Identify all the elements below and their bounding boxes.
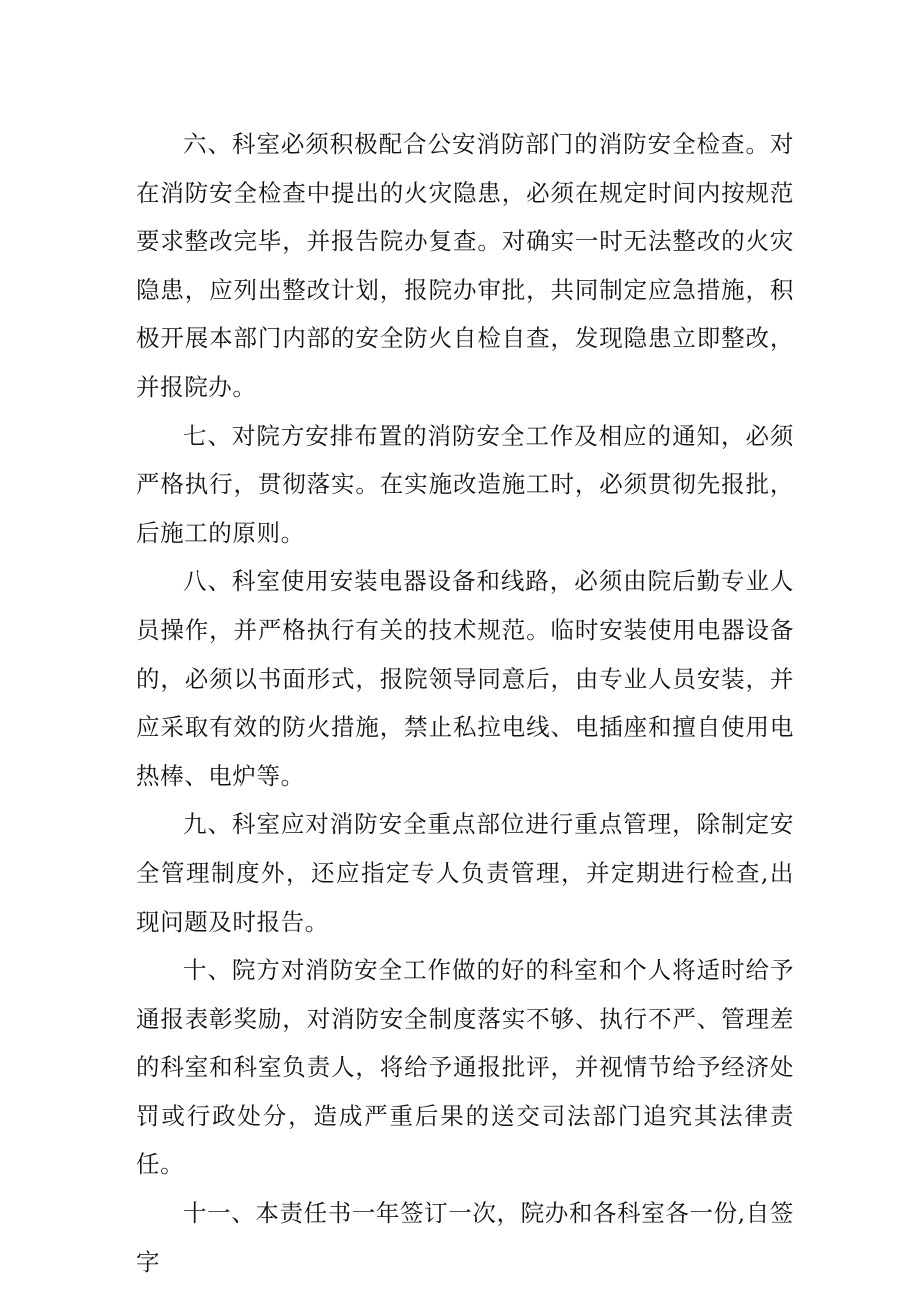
- clause-11: 十一、本责任书一年签订一次，院办和各科室各一份,自签字: [136, 1199, 794, 1276]
- clause-10: 十、院方对消防安全工作做的好的科室和个人将适时给予通报表彰奖励，对消防安全制度落实不够、执行不严、管理差的科室和科室负责人，将给予通报批评，并视情节给予经济处罚或行政处分，造成严重后果的送交司法部门追究其法律责任。: [136, 956, 794, 1179]
- clause-6: 六、科室必须积极配合公安消防部门的消防安全检查。对在消防安全检查中提出的火灾隐患，必须在规定时间内按规范要求整改完毕，并报告院办复查。对确实一时无法整改的火灾隐患，应列出整改计划，报院办审批，共同制定应急措施，积极开展本部门内部的安全防火自检自查，发现隐患立即整改，并报院办。: [136, 130, 794, 401]
- clause-8: 八、科室使用安装电器设备和线路，必须由院后勤专业人员操作，并严格执行有关的技术规范。临时安装使用电器设备的，必须以书面形式，报院领导同意后，由专业人员安装，并应采取有效的防火措施，禁止私拉电线、电插座和擅自使用电热棒、电炉等。: [136, 567, 794, 790]
- clause-7: 七、对院方安排布置的消防安全工作及相应的通知，必须严格执行，贯彻落实。在实施改造施工时，必须贯彻先报批，后施工的原则。: [136, 421, 794, 547]
- document-body: [136, 120, 794, 1286]
- clause-9: 九、科室应对消防安全重点部位进行重点管理，除制定安全管理制度外，还应指定专人负责管理，并定期进行检查,出现问题及时报告。: [136, 810, 794, 936]
